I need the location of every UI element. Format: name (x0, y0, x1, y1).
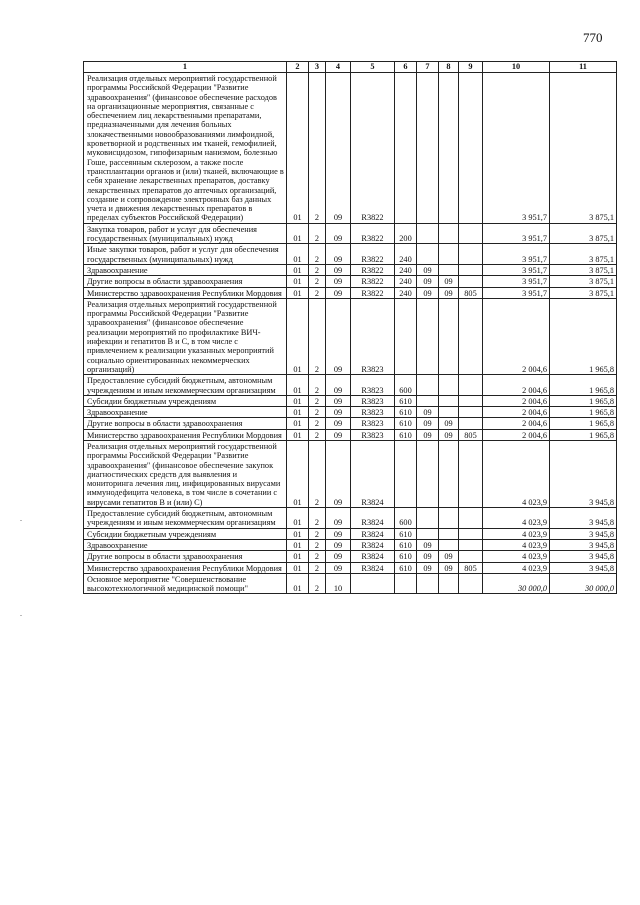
code-cell: 610 (395, 429, 417, 440)
row-name-cell: Другие вопросы в области здравоохранения (84, 418, 287, 429)
code-cell: 09 (326, 375, 351, 396)
code-cell: 09 (326, 395, 351, 406)
code-cell: 01 (287, 223, 309, 244)
row-name-cell: Здравоохранение (84, 264, 287, 275)
amount-cell: 3 875,1 (550, 244, 617, 265)
code-cell: 01 (287, 429, 309, 440)
code-cell (417, 573, 439, 594)
amount-cell: 2 004,6 (483, 298, 550, 374)
code-cell: 09 (326, 407, 351, 418)
table-row (84, 528, 617, 539)
code-cell: R3824 (351, 440, 395, 507)
code-cell (459, 223, 483, 244)
code-cell: 610 (395, 528, 417, 539)
code-cell (417, 528, 439, 539)
code-cell: 240 (395, 287, 417, 298)
code-cell: 09 (326, 551, 351, 562)
header-row (84, 62, 617, 73)
code-cell: 09 (326, 287, 351, 298)
code-cell: 01 (287, 508, 309, 529)
table-body (84, 73, 617, 594)
code-cell: 09 (439, 276, 459, 287)
code-cell (459, 73, 483, 224)
code-cell: 2 (309, 276, 326, 287)
amount-cell: 3 945,8 (550, 562, 617, 573)
amount-cell: 4 023,9 (483, 551, 550, 562)
code-cell (417, 375, 439, 396)
code-cell: R3822 (351, 287, 395, 298)
code-cell (395, 73, 417, 224)
column-header: 5 (351, 62, 395, 73)
table-row (84, 440, 617, 507)
code-cell: 600 (395, 508, 417, 529)
code-cell: 01 (287, 244, 309, 265)
code-cell: 09 (417, 418, 439, 429)
table-row (84, 287, 617, 298)
code-cell (459, 375, 483, 396)
code-cell: 2 (309, 298, 326, 374)
code-cell: 2 (309, 223, 326, 244)
code-cell (417, 244, 439, 265)
code-cell: R3822 (351, 264, 395, 275)
code-cell: 09 (326, 244, 351, 265)
row-name-cell: Реализация отдельных мероприятий государственной программы Российской Федерации "Развитие здравоохранения" (финансовое обеспечение закупок диагностических средств для выявления и мониторинга лечения лиц, инфицированных вирусами иммунодефицита человека, в том числе в сочетании с вирусами гепатитов В и (или) С) (84, 440, 287, 507)
table-row (84, 244, 617, 265)
code-cell (439, 375, 459, 396)
code-cell (439, 264, 459, 275)
code-cell: 01 (287, 440, 309, 507)
amount-cell: 3 945,8 (550, 528, 617, 539)
code-cell: 01 (287, 375, 309, 396)
code-cell: 610 (395, 407, 417, 418)
code-cell (417, 298, 439, 374)
code-cell: 240 (395, 244, 417, 265)
code-cell: 01 (287, 539, 309, 550)
code-cell (459, 418, 483, 429)
code-cell: 09 (439, 287, 459, 298)
table-row (84, 298, 617, 374)
amount-cell: 4 023,9 (483, 562, 550, 573)
code-cell: 09 (326, 264, 351, 275)
row-name-cell: Другие вопросы в области здравоохранения (84, 551, 287, 562)
code-cell (459, 276, 483, 287)
row-name-cell: Иные закупки товаров, работ и услуг для обеспечения государственных (муниципальных) нужд (84, 244, 287, 265)
code-cell: R3824 (351, 562, 395, 573)
code-cell: 610 (395, 539, 417, 550)
code-cell: 2 (309, 244, 326, 265)
code-cell: 2 (309, 429, 326, 440)
code-cell: 2 (309, 375, 326, 396)
table-row (84, 573, 617, 594)
row-name-cell: Основное мероприятие "Совершенствование высокотехнологичной медицинской помощи" (84, 573, 287, 594)
amount-cell: 4 023,9 (483, 440, 550, 507)
code-cell: R3823 (351, 418, 395, 429)
code-cell (439, 539, 459, 550)
amount-cell: 3 875,1 (550, 287, 617, 298)
code-cell: 01 (287, 287, 309, 298)
amount-cell: 3 951,7 (483, 223, 550, 244)
row-name-cell: Здравоохранение (84, 539, 287, 550)
row-name-cell: Министерство здравоохранения Республики Мордовия (84, 287, 287, 298)
code-cell: 09 (326, 429, 351, 440)
code-cell: 2 (309, 573, 326, 594)
code-cell (395, 440, 417, 507)
code-cell (459, 528, 483, 539)
code-cell: 805 (459, 562, 483, 573)
code-cell (439, 73, 459, 224)
code-cell (417, 440, 439, 507)
code-cell: 01 (287, 418, 309, 429)
row-name-cell: Реализация отдельных мероприятий государственной программы Российской Федерации "Развитие здравоохранения" (финансовое обеспечение реализации мероприятий по профилактике ВИЧ-инфекции и гепатитов В и С, в том числе с привлечением к реализации указанных мероприятий социально ориентированных некоммерческих организаций) (84, 298, 287, 374)
code-cell: 09 (417, 539, 439, 550)
amount-cell: 30 000,0 (483, 573, 550, 594)
code-cell: 610 (395, 418, 417, 429)
amount-cell: 2 004,6 (483, 395, 550, 406)
code-cell: 09 (417, 551, 439, 562)
code-cell (351, 573, 395, 594)
amount-cell: 3 951,7 (483, 73, 550, 224)
code-cell (459, 395, 483, 406)
amount-cell: 1 965,8 (550, 429, 617, 440)
code-cell: 01 (287, 562, 309, 573)
table-row (84, 562, 617, 573)
code-cell: 805 (459, 287, 483, 298)
code-cell: 600 (395, 375, 417, 396)
code-cell: 2 (309, 440, 326, 507)
code-cell: 2 (309, 551, 326, 562)
table-row (84, 429, 617, 440)
column-header: 9 (459, 62, 483, 73)
code-cell (459, 264, 483, 275)
table-row (84, 395, 617, 406)
code-cell (417, 223, 439, 244)
amount-cell: 3 875,1 (550, 276, 617, 287)
code-cell: 01 (287, 395, 309, 406)
amount-cell: 30 000,0 (550, 573, 617, 594)
code-cell: 01 (287, 73, 309, 224)
code-cell (459, 440, 483, 507)
row-name-cell: Предоставление субсидий бюджетным, автономным учреждениям и иным некоммерческим организациям (84, 375, 287, 396)
code-cell (459, 539, 483, 550)
code-cell: R3824 (351, 528, 395, 539)
code-cell (417, 73, 439, 224)
table-row (84, 407, 617, 418)
column-header: 7 (417, 62, 439, 73)
code-cell: R3824 (351, 508, 395, 529)
row-name-cell: Закупка товаров, работ и услуг для обеспечения государственных (муниципальных) нужд (84, 223, 287, 244)
code-cell: R3823 (351, 429, 395, 440)
code-cell: 240 (395, 276, 417, 287)
table-row (84, 375, 617, 396)
column-header: 4 (326, 62, 351, 73)
code-cell: 01 (287, 528, 309, 539)
table-row (84, 276, 617, 287)
amount-cell: 4 023,9 (483, 539, 550, 550)
column-header: 8 (439, 62, 459, 73)
code-cell: 09 (417, 264, 439, 275)
amount-cell: 3 945,8 (550, 551, 617, 562)
code-cell: 09 (326, 418, 351, 429)
code-cell: 610 (395, 551, 417, 562)
amount-cell: 2 004,6 (483, 418, 550, 429)
code-cell: 2 (309, 418, 326, 429)
code-cell: 09 (417, 276, 439, 287)
code-cell (439, 528, 459, 539)
amount-cell: 3 875,1 (550, 223, 617, 244)
amount-cell: 3 951,7 (483, 287, 550, 298)
code-cell: 240 (395, 264, 417, 275)
code-cell: R3823 (351, 298, 395, 374)
amount-cell: 1 965,8 (550, 407, 617, 418)
code-cell (439, 407, 459, 418)
code-cell: 2 (309, 508, 326, 529)
row-name-cell: Министерство здравоохранения Республики Мордовия (84, 562, 287, 573)
code-cell: R3823 (351, 375, 395, 396)
code-cell: 01 (287, 276, 309, 287)
column-header: 11 (550, 62, 617, 73)
amount-cell: 4 023,9 (483, 528, 550, 539)
code-cell: 610 (395, 562, 417, 573)
code-cell: R3822 (351, 276, 395, 287)
code-cell: R3823 (351, 407, 395, 418)
code-cell (395, 573, 417, 594)
code-cell: 09 (326, 223, 351, 244)
code-cell: 610 (395, 395, 417, 406)
left-mark (20, 615, 22, 616)
table-row (84, 73, 617, 224)
code-cell: 2 (309, 539, 326, 550)
table-row (84, 223, 617, 244)
code-cell: 09 (326, 539, 351, 550)
code-cell: 200 (395, 223, 417, 244)
code-cell: 09 (417, 407, 439, 418)
table-row (84, 418, 617, 429)
row-name-cell: Предоставление субсидий бюджетным, автономным учреждениям и иным некоммерческим организациям (84, 508, 287, 529)
table-row (84, 539, 617, 550)
code-cell: R3824 (351, 539, 395, 550)
code-cell: R3824 (351, 551, 395, 562)
row-name-cell: Здравоохранение (84, 407, 287, 418)
amount-cell: 3 875,1 (550, 264, 617, 275)
code-cell: 09 (326, 508, 351, 529)
code-cell (459, 244, 483, 265)
code-cell: 09 (417, 562, 439, 573)
code-cell: 2 (309, 562, 326, 573)
amount-cell: 1 965,8 (550, 298, 617, 374)
row-name-cell: Министерство здравоохранения Республики Мордовия (84, 429, 287, 440)
code-cell: 2 (309, 287, 326, 298)
code-cell: 2 (309, 407, 326, 418)
code-cell (439, 573, 459, 594)
column-header: 6 (395, 62, 417, 73)
code-cell (417, 508, 439, 529)
code-cell: 01 (287, 407, 309, 418)
column-header: 1 (84, 62, 287, 73)
row-name-cell: Другие вопросы в области здравоохранения (84, 276, 287, 287)
row-name-cell: Субсидии бюджетным учреждениям (84, 395, 287, 406)
code-cell: 09 (326, 276, 351, 287)
code-cell: 09 (326, 562, 351, 573)
amount-cell: 3 945,8 (550, 539, 617, 550)
page-number: 770 (583, 30, 603, 45)
code-cell: 09 (417, 287, 439, 298)
code-cell: 09 (417, 429, 439, 440)
code-cell (439, 298, 459, 374)
code-cell: 09 (326, 528, 351, 539)
amount-cell: 3 875,1 (550, 73, 617, 224)
amount-cell: 1 965,8 (550, 375, 617, 396)
code-cell (439, 395, 459, 406)
code-cell: 09 (326, 440, 351, 507)
amount-cell: 3 951,7 (483, 244, 550, 265)
amount-cell: 4 023,9 (483, 508, 550, 529)
code-cell (395, 298, 417, 374)
code-cell: 10 (326, 573, 351, 594)
code-cell: 2 (309, 73, 326, 224)
code-cell (459, 551, 483, 562)
left-mark (20, 520, 22, 521)
code-cell: R3822 (351, 223, 395, 244)
code-cell: 2 (309, 264, 326, 275)
code-cell: 09 (439, 551, 459, 562)
table-row (84, 551, 617, 562)
budget-table (83, 61, 617, 594)
code-cell: R3822 (351, 244, 395, 265)
table-row (84, 264, 617, 275)
amount-cell: 3 951,7 (483, 264, 550, 275)
code-cell: 09 (439, 429, 459, 440)
amount-cell: 3 951,7 (483, 276, 550, 287)
code-cell: 09 (326, 73, 351, 224)
amount-cell: 2 004,6 (483, 429, 550, 440)
code-cell: 2 (309, 395, 326, 406)
amount-cell: 2 004,6 (483, 375, 550, 396)
column-header: 2 (287, 62, 309, 73)
amount-cell: 3 945,8 (550, 440, 617, 507)
amount-cell: 3 945,8 (550, 508, 617, 529)
row-name-cell: Субсидии бюджетным учреждениям (84, 528, 287, 539)
code-cell: 01 (287, 264, 309, 275)
column-header: 3 (309, 62, 326, 73)
code-cell (439, 440, 459, 507)
row-name-cell: Реализация отдельных мероприятий государственной программы Российской Федерации "Развитие здравоохранения" (финансовое обеспечение расходов на организационные мероприятия, связанные с обеспечением лиц лекарственными препаратами, предназначенными для лечения больных злокачественными новообразованиями лимфоидной, кроветворной и родственных им тканей, гемофилией, муковисцидозом, гипофизарным нанизмом, болезнью Гоше, рассеянным склерозом, а также после трансплантации органов и (или) тканей, включающие в себя хранение лекарственных препаратов, доставку лекарственных препаратов до аптечных организаций, создание и сопровождение электронных баз данных учета и движения лекарственных препаратов в пределах субъектов Российской Федерации) (84, 73, 287, 224)
code-cell: 01 (287, 573, 309, 594)
code-cell (459, 508, 483, 529)
code-cell (439, 508, 459, 529)
code-cell (417, 395, 439, 406)
code-cell: 09 (439, 562, 459, 573)
code-cell: R3822 (351, 73, 395, 224)
amount-cell: 2 004,6 (483, 407, 550, 418)
code-cell (459, 573, 483, 594)
code-cell: 01 (287, 551, 309, 562)
code-cell: 09 (439, 418, 459, 429)
code-cell: 09 (326, 298, 351, 374)
amount-cell: 1 965,8 (550, 395, 617, 406)
code-cell (439, 244, 459, 265)
code-cell (439, 223, 459, 244)
code-cell: R3823 (351, 395, 395, 406)
code-cell: 2 (309, 528, 326, 539)
amount-cell: 1 965,8 (550, 418, 617, 429)
column-header: 10 (483, 62, 550, 73)
code-cell (459, 298, 483, 374)
code-cell: 805 (459, 429, 483, 440)
code-cell: 01 (287, 298, 309, 374)
code-cell (459, 407, 483, 418)
table-row (84, 508, 617, 529)
